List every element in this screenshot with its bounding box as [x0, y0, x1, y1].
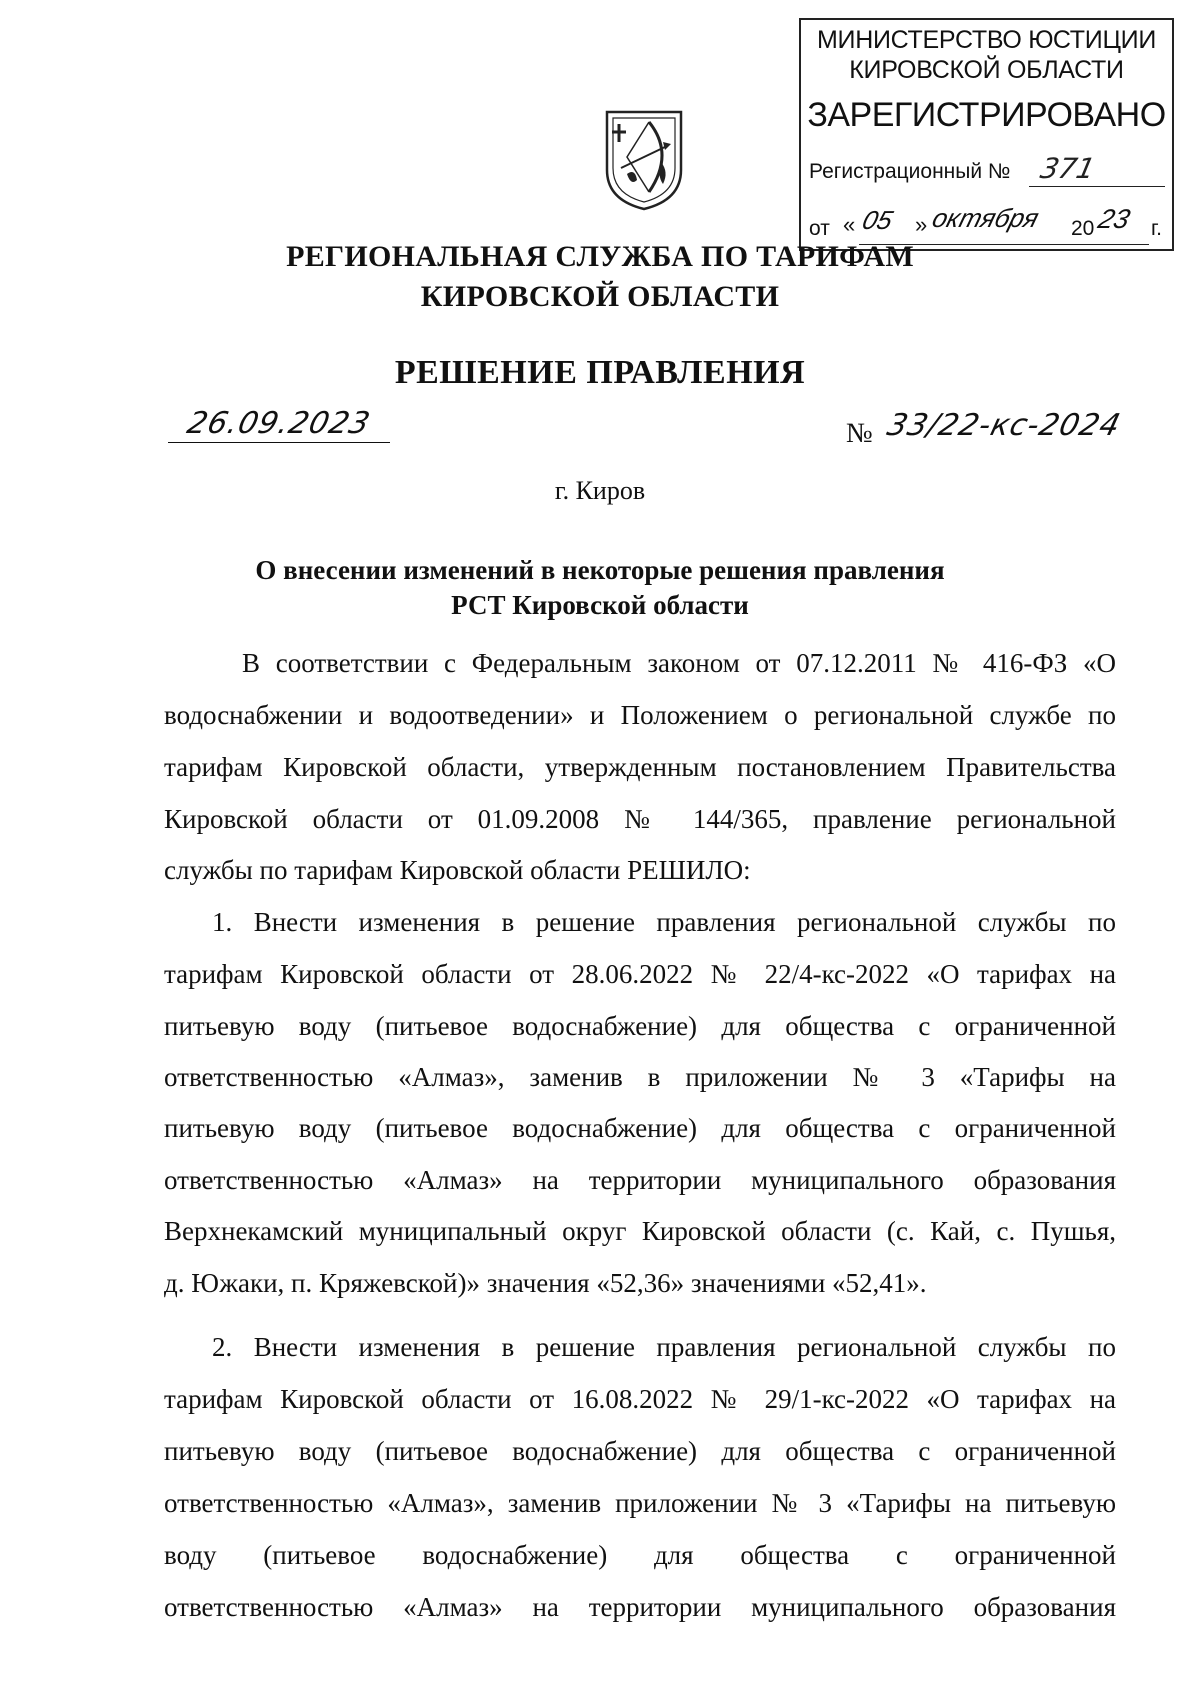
stamp-region: КИРОВСКОЙ ОБЛАСТИ — [849, 56, 1124, 84]
body-line: Верхнекамский муниципальный округ Кировской области (с. Кай, с. Пушья, — [164, 1216, 1116, 1246]
body-line: д. Южаки, п. Кряжевской)» значения «52,36» значениями «52,41». — [164, 1268, 927, 1298]
document-date-underline — [168, 442, 390, 443]
document-number-sign: № — [846, 418, 873, 449]
document-subject-line2: РСТ Кировской области — [451, 590, 749, 620]
body-line: Кировской области от 01.09.2008 № 144/365, правление региональной — [164, 804, 1116, 834]
body-line: 2. Внести изменения в решение правления региональной службы по — [212, 1332, 1116, 1362]
stamp-ministry: МИНИСТЕРСТВО ЮСТИЦИИ — [817, 26, 1156, 54]
body-line: ответственностью «Алмаз» на территории муниципального образования — [164, 1165, 1116, 1195]
body-line: питьевую воду (питьевое водоснабжение) для общества с ограниченной — [164, 1436, 1116, 1466]
body-line: питьевую воду (питьевое водоснабжение) для общества с ограниченной — [164, 1011, 1116, 1041]
stamp-date-quote-open: « — [843, 212, 856, 237]
organization-name-line1: РЕГИОНАЛЬНАЯ СЛУЖБА ПО ТАРИФАМ — [286, 240, 914, 273]
stamp-reg-label: Регистрационный № — [809, 160, 1011, 183]
body-line: водоснабжении и водоотведении» и Положением о региональной службе по — [164, 700, 1116, 730]
stamp-date-day: 05 — [859, 205, 897, 235]
document-city: г. Киров — [554, 476, 646, 505]
document-title: РЕШЕНИЕ ПРАВЛЕНИЯ — [394, 354, 806, 391]
body-line: ответственностью «Алмаз» на территории муниципального образования — [164, 1592, 1116, 1622]
stamp-date-from: от — [809, 217, 830, 240]
body-line: В соответствии с Федеральным законом от 07.12.2011 № 416-ФЗ «О — [242, 648, 1116, 678]
body-line: ответственностью «Алмаз», заменив приложении № 3 «Тарифы на питьевую — [164, 1488, 1116, 1518]
body-line: тарифам Кировской области от 28.06.2022 № 22/4-кс-2022 «О тарифах на — [164, 959, 1116, 989]
stamp-reg-number: 371 — [1037, 152, 1098, 185]
stamp-date-month: октября — [929, 203, 1043, 233]
body-line: питьевую воду (питьевое водоснабжение) для общества с ограниченной — [164, 1113, 1116, 1143]
body-line: ответственностью «Алмаз», заменив в приложении № 3 «Тарифы на — [164, 1062, 1116, 1092]
stamp-reg-underline — [1029, 186, 1165, 187]
document-subject-line1: О внесении изменений в некоторые решения правления — [255, 555, 945, 585]
document-number: 33/22-кс-2024 — [883, 408, 1125, 443]
stamp-year-g: г. — [1151, 217, 1162, 240]
body-line: воду (питьевое водоснабжение) для общества с ограниченной — [164, 1540, 1116, 1570]
coat-of-arms-icon — [603, 108, 685, 212]
document-date: 26.09.2023 — [183, 406, 375, 441]
registration-stamp — [799, 18, 1174, 251]
stamp-date-quote-close: » — [915, 212, 928, 237]
stamp-status: ЗАРЕГИСТРИРОВАНО — [807, 96, 1166, 134]
organization-name-line2: КИРОВСКОЙ ОБЛАСТИ — [420, 280, 780, 313]
body-line: тарифам Кировской области от 16.08.2022 № 29/1-кс-2022 «О тарифах на — [164, 1384, 1116, 1414]
stamp-year-suffix: 23 — [1095, 204, 1134, 234]
body-line: 1. Внести изменения в решение правления региональной службы по — [212, 907, 1116, 937]
body-line: службы по тарифам Кировской области РЕШИЛО: — [164, 855, 751, 885]
stamp-year-prefix: 20 — [1071, 217, 1095, 240]
body-line: тарифам Кировской области, утвержденным постановлением Правительства — [164, 752, 1116, 782]
